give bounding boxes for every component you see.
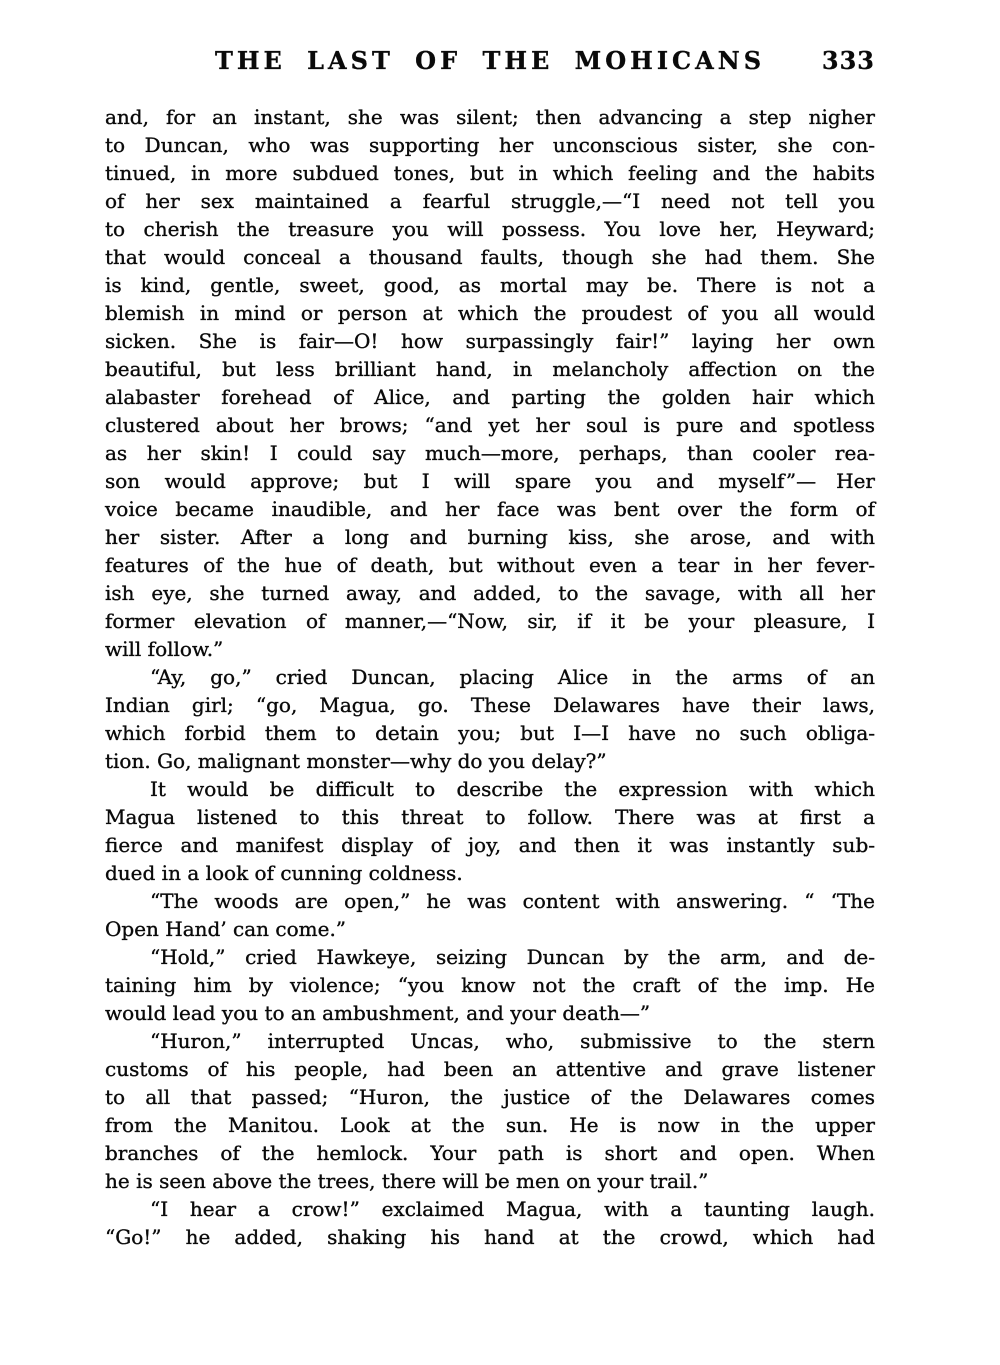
text-line: and, for an instant, she was silent; then advancing a step nigher (105, 105, 875, 129)
page-number: 333 (821, 46, 875, 75)
text-line: of her sex maintained a fearful struggle,—“I need not tell you (105, 189, 875, 213)
text-line: to Duncan, who was supporting her unconscious sister, she con- (105, 133, 875, 157)
text-line: he is seen above the trees, there will be men on your trail.” (105, 1169, 709, 1193)
text-line: will follow.” (105, 637, 224, 661)
paragraph (105, 103, 875, 663)
paragraph (105, 887, 875, 943)
text-line: that would conceal a thousand faults, though she had them. She (105, 245, 875, 269)
paragraph (105, 1027, 875, 1195)
text-line: fierce and manifest display of joy, and then it was instantly sub- (105, 833, 875, 857)
text-line: clustered about her brows; “and yet her soul is pure and spotless (105, 413, 875, 437)
text-line: “Hold,” cried Hawkeye, seizing Duncan by the arm, and de- (150, 945, 875, 969)
text-line: sicken. She is fair—O! how surpassingly fair!” laying her own (105, 329, 875, 353)
text-line: is kind, gentle, sweet, good, as mortal may be. There is not a (105, 273, 875, 297)
text-line: Open Hand’ can come.” (105, 917, 347, 941)
text-line: son would approve; but I will spare you and myself”— Her (105, 469, 875, 493)
page-header (105, 46, 875, 80)
text-line: Indian girl; “go, Magua, go. These Delawares have their laws, (105, 693, 875, 717)
page-body (105, 103, 875, 1251)
text-line: as her skin! I could say much—more, perhaps, than cooler rea- (105, 441, 875, 465)
paragraph (105, 663, 875, 775)
text-line: “I hear a crow!” exclaimed Magua, with a taunting laugh. (150, 1197, 875, 1221)
text-line: “Ay, go,” cried Duncan, placing Alice in the arms of an (150, 665, 875, 689)
text-line: would lead you to an ambushment, and your death—” (105, 1001, 651, 1025)
text-line: beautiful, but less brilliant hand, in melancholy affection on the (105, 357, 875, 381)
paragraph (105, 1195, 875, 1251)
text-line: customs of his people, had been an attentive and grave listener (105, 1057, 875, 1081)
text-line: Magua listened to this threat to follow. There was at first a (105, 805, 875, 829)
text-line: to cherish the treasure you will possess. You love her, Heyward; (105, 217, 875, 241)
text-line: “The woods are open,” he was content with answering. “ ‘The (150, 889, 875, 913)
text-line: ish eye, she turned away, and added, to the savage, with all her (105, 581, 875, 605)
text-line: her sister. After a long and burning kiss, she arose, and with (105, 525, 875, 549)
text-line: “Go!” he added, shaking his hand at the crowd, which had (105, 1225, 875, 1249)
text-line: to all that passed; “Huron, the justice of the Delawares comes (105, 1085, 875, 1109)
page-title: THE LAST OF THE MOHICANS (214, 46, 766, 75)
text-line: It would be difficult to describe the expression with which (150, 777, 875, 801)
text-line: which forbid them to detain you; but I—I have no such obliga- (105, 721, 875, 745)
text-line: tion. Go, malignant monster—why do you delay?” (105, 749, 607, 773)
text-line: dued in a look of cunning coldness. (105, 861, 463, 885)
text-line: taining him by violence; “you know not the craft of the imp. He (105, 973, 875, 997)
text-line: tinued, in more subdued tones, but in which feeling and the habits (105, 161, 875, 185)
text-line: blemish in mind or person at which the proudest of you all would (105, 301, 875, 325)
text-line: alabaster forehead of Alice, and parting the golden hair which (105, 385, 875, 409)
text-line: former elevation of manner,—“Now, sir, if it be your pleasure, I (105, 609, 875, 633)
text-line: branches of the hemlock. Your path is short and open. When (105, 1141, 875, 1165)
text-line: from the Manitou. Look at the sun. He is now in the upper (105, 1113, 875, 1137)
paragraph (105, 943, 875, 1027)
text-line: features of the hue of death, but without even a tear in her fever- (105, 553, 875, 577)
text-line: “Huron,” interrupted Uncas, who, submissive to the stern (150, 1029, 875, 1053)
text-line: voice became inaudible, and her face was bent over the form of (105, 497, 875, 521)
paragraph (105, 775, 875, 887)
